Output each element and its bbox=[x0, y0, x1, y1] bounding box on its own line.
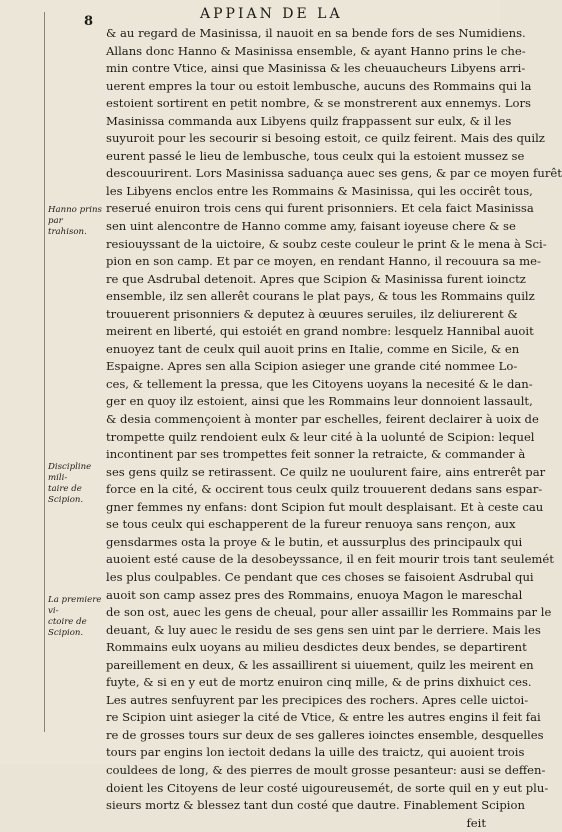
body-text bbox=[106, 25, 562, 832]
text-line: auoit son camp assez pres des Rommains, enuoya Magon le mareschal bbox=[106, 587, 523, 602]
text-line: feit bbox=[466, 815, 486, 830]
text-line: & desia commençoient à monter par eschelles, feirent declairer à uoix de bbox=[106, 412, 539, 427]
text-line: sen uint alencontre de Hanno comme amy, faisant ioyeuse chere & se bbox=[106, 219, 516, 234]
marginal-note bbox=[48, 595, 104, 639]
text-line: trouuerent prisonniers & deputez à œuures seruiles, ilz deliurerent & bbox=[106, 306, 518, 321]
text-line: gensdarmes osta la proye & le butin, et aussurplus des principaulx qui bbox=[106, 534, 523, 549]
text-line: & au regard de Masinissa, il nauoit en sa bende fors de ses Numidiens. bbox=[106, 26, 526, 40]
margin-rule bbox=[44, 12, 45, 732]
page-number: 8 bbox=[84, 14, 94, 29]
text-line: ensemble, ilz sen allerêt courans le plat pays, & tous les Rommains quilz bbox=[106, 289, 535, 304]
text-line: pion en son camp. Et par ce moyen, en rendant Hanno, il recouura sa me- bbox=[106, 254, 541, 269]
text-line: enuoyez tant de ceulx quil auoit prins en Italie, comme en Sicile, & en bbox=[106, 341, 520, 356]
text-line: resiouyssant de la uictoire, & soubz ceste couleur le print & le mena à Sci- bbox=[106, 236, 547, 251]
text-line: re Scipion uint asieger la cité de Vtice, & entre les autres engins il feit fai bbox=[106, 710, 541, 725]
marginal-note bbox=[48, 205, 104, 238]
text-line: Espaigne. Apres sen alla Scipion asieger une grande cité nommee Lo- bbox=[106, 359, 518, 374]
text-line: tours par engins lon iectoit dedans la uille des traictz, qui auoient trois bbox=[106, 745, 525, 760]
text-line: ses gens quilz se retirassent. Ce quilz ne uoulurent faire, ains entrerêt par bbox=[106, 464, 546, 479]
marginal-note bbox=[48, 462, 104, 506]
text-line: uerent empres la tour ou estoit lembusche, aucuns des Rommains qui la bbox=[106, 78, 532, 93]
text-line: deuant, & luy auec le residu de ses gens sen uint par le derriere. Mais les bbox=[106, 622, 541, 637]
running-head: APPIAN DE LA bbox=[200, 6, 343, 22]
text-line: fuyte, & si en y eut de mortz enuiron cinq mille, & de prins dixhuict ces. bbox=[106, 675, 532, 690]
text-line: descouurirent. Lors Masinissa saduança auec ses gens, & par ce moyen furêt bbox=[106, 166, 562, 181]
text-line: trompette quilz rendoient eulx & leur cité à la uolunté de Scipion: lequel bbox=[106, 429, 535, 444]
text-line: se tous ceulx qui eschapperent de la fureur renuoya sans rençon, aux bbox=[106, 517, 516, 532]
text-line: gner femmes ny enfans: dont Scipion fut moult desplaisant. Et à ceste cau bbox=[106, 499, 544, 514]
text-line: pareillement en deux, & les assaillirent si uiuement, quilz les meirent en bbox=[106, 657, 534, 672]
text-line: re de grosses tours sur deux de ses galleres ioinctes ensemble, desquelles bbox=[106, 727, 544, 742]
marginal-note-line: Hanno prins par bbox=[48, 205, 102, 226]
text-line: Masinissa commanda aux Libyens quilz frappassent sur eulx, & il les bbox=[106, 113, 512, 128]
text-line: les Libyens enclos entre les Rommains & Masinissa, qui les occirêt tous, bbox=[106, 183, 533, 198]
text-line: auoient esté cause de la desobeyssance, il en feit mourir trois tant seulemét bbox=[106, 552, 554, 567]
marginal-note-line: La premiere vi- bbox=[48, 595, 102, 616]
text-line: Rommains eulx uoyans au milieu desdictes deux bendes, se departirent bbox=[106, 640, 527, 655]
text-line: incontinent par ses trompettes feit sonner la retraicte, & commander à bbox=[106, 447, 526, 462]
text-line: reserué enuiron trois cens qui furent prisonniers. Et cela faict Masinissa bbox=[106, 201, 534, 216]
text-line: force en la cité, & occirent tous ceulx quilz trouuerent dedans sans espar- bbox=[106, 482, 543, 497]
text-line: estoient sortirent en petit nombre, & se monstrerent aux ennemys. Lors bbox=[106, 96, 531, 111]
marginal-note-line: trahison. bbox=[48, 227, 87, 237]
text-line: suyuroit pour les secourir si besoing estoit, ce quilz feirent. Mais des quilz bbox=[106, 131, 545, 146]
text-line: meirent en liberté, qui estoiét en grand nombre: lesquelz Hannibal auoit bbox=[106, 324, 534, 339]
text-line: min contre Vtice, ainsi que Masinissa & les cheuaucheurs Libyens arri- bbox=[106, 61, 526, 76]
marginal-note-line: ctoire de Scipion. bbox=[48, 617, 87, 638]
text-line: ces, & tellement la pressa, que les Citoyens uoyans la necesité & le dan- bbox=[106, 376, 533, 391]
text-line: couldees de long, & des pierres de moult grosse pesanteur: ausi se deffen- bbox=[106, 762, 546, 777]
text-line: Les autres senfuyrent par les precipices des rochers. Apres celle uictoi- bbox=[106, 692, 529, 707]
marginal-note-line: Discipline mili- bbox=[48, 462, 92, 483]
marginal-note-line: taire de Scipion. bbox=[48, 484, 84, 505]
text-line: de son ost, auec les gens de cheual, pour aller assaillir les Rommains par le bbox=[106, 605, 552, 620]
text-line: Allans donc Hanno & Masinissa ensemble, & ayant Hanno prins le che- bbox=[106, 43, 526, 58]
text-line: eurent passé le lieu de lembusche, tous ceulx qui la estoient mussez se bbox=[106, 148, 525, 163]
text-line: les plus coulpables. Ce pendant que ces choses se faisoient Asdrubal qui bbox=[106, 569, 534, 584]
text-line: sieurs mortz & blessez tant dun costé que dautre. Finablement Scipion bbox=[106, 798, 525, 813]
text-line: doient les Citoyens de leur costé uigoureusemét, de sorte quil en y eut plu- bbox=[106, 780, 549, 795]
text-line: re que Asdrubal detenoit. Apres que Scipion & Masinissa furent ioinctz bbox=[106, 271, 526, 286]
text-line: ger en quoy ilz estoient, ainsi que les Rommains leur donnoient lassault, bbox=[106, 394, 533, 409]
